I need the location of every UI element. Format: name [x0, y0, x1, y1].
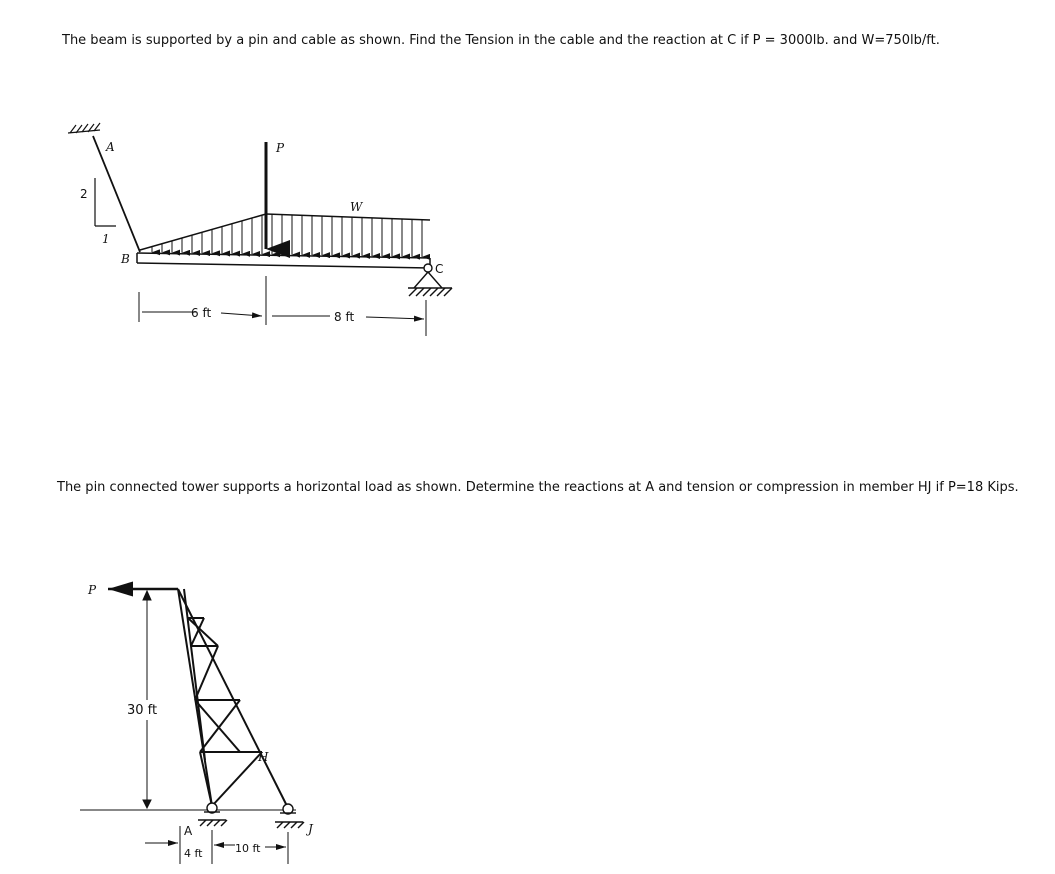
label-j: J: [308, 822, 313, 836]
truss-members: [178, 589, 287, 806]
dim-left-label: 6 ft: [191, 306, 212, 320]
slope-rise-label: 2: [80, 187, 88, 201]
tower-figure: [80, 589, 304, 864]
wall-support-a: [68, 123, 100, 133]
pin-support-a: [198, 803, 227, 826]
pin-support-c: [408, 264, 452, 296]
dimension-lines-beam: [139, 276, 426, 336]
label-a-tower: A: [184, 824, 193, 838]
problem-2-statement: The pin connected tower supports a horizontal load as shown. Determine the reactions at A and tension or compression in member HJ if P=18 Kips.: [57, 480, 1019, 495]
problem-1-statement: The beam is supported by a pin and cable as shown. Find the Tension in the cable and the reaction at C if P = 3000lb. and W=750lb/ft.: [62, 33, 940, 48]
label-h: H: [258, 750, 269, 764]
dim-base-right-label: 10 ft: [235, 842, 261, 855]
beam: [137, 253, 430, 268]
distributed-load-w: [140, 214, 430, 250]
label-p-tower: P: [88, 583, 97, 597]
label-p-beam: P: [276, 141, 285, 155]
cable-ab: [93, 136, 140, 252]
height-dimension: [143, 591, 151, 808]
dim-base-left-label: 4 ft: [184, 847, 203, 860]
beam-figure: [68, 123, 452, 336]
label-a: A: [106, 140, 115, 154]
label-c: C: [435, 262, 444, 276]
dim-height-label: 30 ft: [127, 703, 158, 718]
slope-run-label: 1: [102, 232, 110, 246]
dim-right-label: 8 ft: [334, 310, 355, 324]
base-dimensions: [145, 826, 288, 864]
pin-support-j: [275, 804, 304, 828]
load-arrows: [152, 214, 422, 257]
label-b: B: [121, 252, 130, 266]
label-w: W: [350, 200, 363, 214]
